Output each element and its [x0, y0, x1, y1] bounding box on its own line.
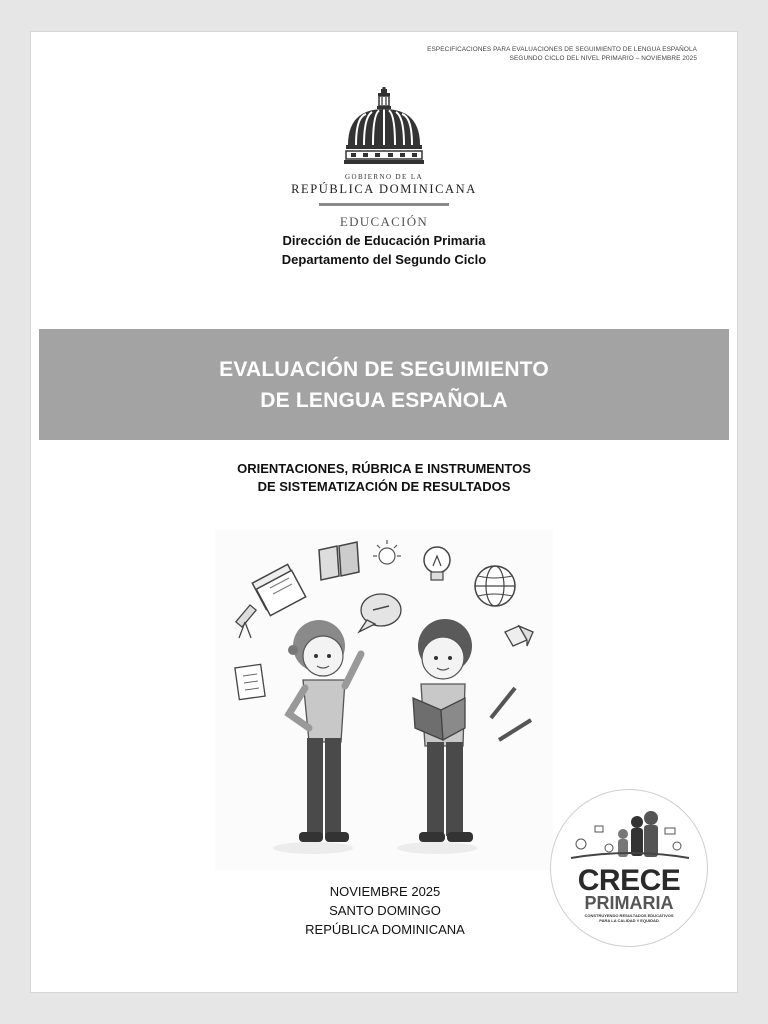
header-note: [427, 45, 697, 63]
title-banner: [39, 329, 729, 440]
ministry-label: EDUCACIÓN: [339, 214, 429, 229]
checklist-icon: [235, 664, 265, 699]
children-reading-illustration: [215, 530, 553, 870]
publication-date: NOVIEMBRE 2025: [329, 884, 441, 899]
government-label: GOBIERNO DE LA: [345, 173, 423, 181]
badge-tagline: [573, 913, 685, 923]
globe-icon: [475, 566, 515, 606]
document-page: [30, 31, 738, 993]
header-note-line1: ESPECIFICACIONES PARA EVALUACIONES DE SEGUIMIENTO DE LENGUA ESPAÑOLA: [427, 46, 697, 53]
country-label: REPÚBLICA DOMINICANA: [291, 182, 477, 196]
crece-primaria-badge: [550, 789, 708, 947]
badge-title: CRECE: [577, 864, 681, 897]
badge-tagline-line2: PARA LA CALIDAD Y EQUIDAD: [599, 918, 659, 923]
dome-icon: [342, 87, 426, 167]
header-note-line2: SEGUNDO CICLO DEL NIVEL PRIMARIO – NOVIEMBRE 2025: [509, 55, 697, 62]
publication-city: SANTO DOMINGO: [329, 903, 441, 918]
title-line1: EVALUACIÓN DE SEGUIMIENTO: [219, 357, 549, 381]
badge-subtitle: PRIMARIA: [584, 893, 674, 913]
publication-country: REPÚBLICA DOMINICANA: [305, 922, 465, 937]
subtitle-line2: DE SISTEMATIZACIÓN DE RESULTADOS: [257, 479, 511, 494]
subtitle-line1: ORIENTACIONES, RÚBRICA E INSTRUMENTOS: [237, 461, 531, 476]
logo-divider: [319, 203, 449, 206]
department-name: Departamento del Segundo Ciclo: [281, 252, 487, 267]
subtitle: [31, 460, 737, 496]
badge-tagline-line1: CONSTRUYENDO RESULTADOS EDUCATIVOS: [584, 913, 674, 918]
title-line2: DE LENGUA ESPAÑOLA: [260, 388, 508, 412]
government-logo: [31, 87, 737, 269]
directorate-name: Dirección de Educación Primaria: [282, 233, 486, 248]
